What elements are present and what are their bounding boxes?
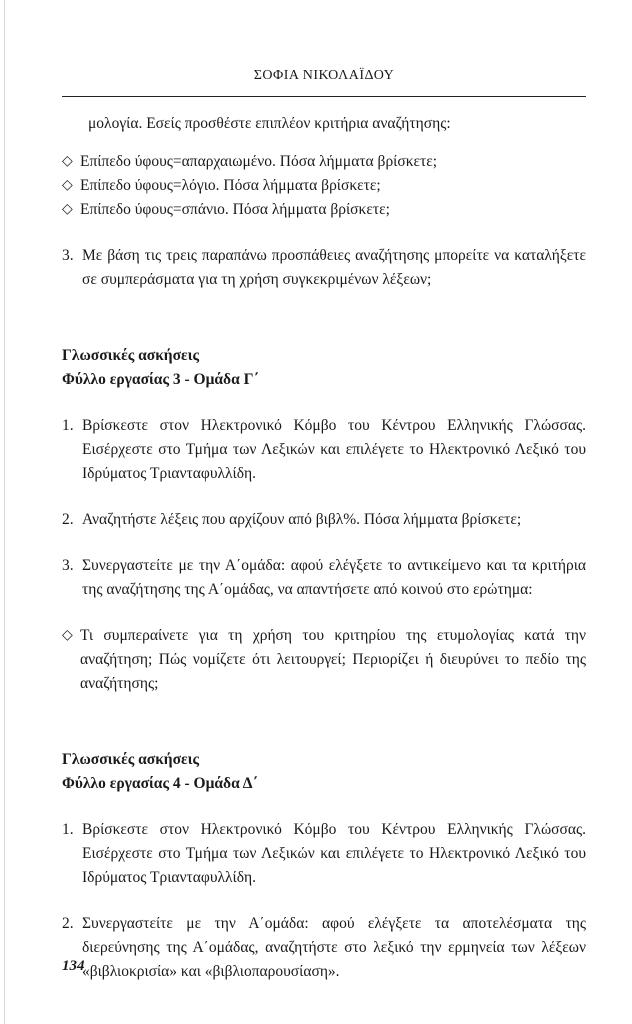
- section-d-subheading: Φύλλο εργασίας 4 - Ομάδα Δ΄: [62, 775, 258, 792]
- numbered-item: [62, 818, 586, 890]
- numbered-item: [62, 912, 586, 984]
- item-number: 3.: [62, 557, 74, 574]
- item-text: Συνεργαστείτε με την Α΄ομάδα: αφού ελέγξετε τα αποτελέσματα της διερεύνησης της Α΄ομάδας, αναζητήστε στο λεξικό την ερμηνεία των λέξεων «βιβλιοκρισία» και «βιβλιοπαρουσίαση».: [82, 915, 586, 980]
- scan-edge-line: [4, 0, 5, 1024]
- bullet-item: ◇ Επίπεδο ύφους=σπάνιο. Πόσα λήμματα βρίσκετε;: [62, 198, 586, 222]
- numbered-item: [62, 508, 586, 532]
- bullet-item: ◇ Επίπεδο ύφους=απαρχαιωμένο. Πόσα λήμματα βρίσκετε;: [62, 150, 586, 174]
- numbered-item: [62, 414, 586, 486]
- page-body: [62, 112, 586, 984]
- numbered-item: [62, 554, 586, 602]
- diamond-outline-icon: ◇: [62, 178, 73, 193]
- item-text: Βρίσκεστε στον Ηλεκτρονικό Κόμβο του Κέντρου Ελληνικής Γλώσσας. Εισέρχεστε στο Τμήμα των Λεξικών και επιλέγετε το Ηλεκτρονικό Λεξικό του Ιδρύματος Τριανταφυλλίδη.: [82, 821, 586, 886]
- item-text: Συνεργαστείτε με την Α΄ομάδα: αφού ελέγξετε το αντικείμενο και τα κριτήρια της αναζήτησης της Α΄ομάδας, να απαντήσετε από κοινού στο ερώτημα:: [82, 557, 586, 598]
- diamond-outline-icon: ◇: [62, 202, 73, 217]
- diamond-outline-icon: ◇: [62, 628, 73, 643]
- bullet-item: ◇ Επίπεδο ύφους=λόγιο. Πόσα λήμματα βρίσκετε;: [62, 174, 586, 198]
- page-number: 134: [62, 958, 85, 974]
- section-c-subheading: Φύλλο εργασίας 3 - Ομάδα Γ΄: [62, 371, 259, 388]
- intro-continuation: μολογία. Εσείς προσθέστε επιπλέον κριτήρια αναζήτησης:: [88, 115, 451, 132]
- item-number: 2.: [62, 511, 74, 528]
- item-number: 3.: [62, 247, 74, 264]
- item-number: 1.: [62, 821, 74, 838]
- item-number: 2.: [62, 915, 74, 932]
- section-d-heading: Γλωσσικές ασκήσεις: [62, 751, 200, 768]
- numbered-item: [62, 244, 586, 292]
- running-head: ΣΟΦΙΑ ΝΙΚΟΛΑΪΔΟΥ: [253, 68, 395, 83]
- header-rule: [62, 96, 586, 97]
- item-text: Αναζητήστε λέξεις που αρχίζουν από βιβλ%. Πόσα λήμματα βρίσκετε;: [82, 511, 522, 528]
- diamond-outline-icon: ◇: [62, 154, 73, 169]
- bullet-item: ◇ Τι συμπεραίνετε για τη χρήση του κριτηρίου της ετυμολογίας κατά την αναζήτηση; Πώς νομίζετε ότι λειτουργεί; Περιορίζει ή διευρύνει το πεδίο της αναζήτησης;: [62, 624, 586, 696]
- item-number: 1.: [62, 417, 74, 434]
- item-text: Βρίσκεστε στον Ηλεκτρονικό Κόμβο του Κέντρου Ελληνικής Γλώσσας. Εισέρχεστε στο Τμήμα των Λεξικών και επιλέγετε το Ηλεκτρονικό Λεξικό του Ιδρύματος Τριανταφυλλίδη.: [82, 417, 586, 482]
- section-c-heading: Γλωσσικές ασκήσεις: [62, 347, 200, 364]
- item-text: Με βάση τις τρεις παραπάνω προσπάθειες αναζήτησης μπορείτε να καταλήξετε σε συμπεράσματα για τη χρήση συγκεκριμένων λέξεων;: [82, 247, 586, 288]
